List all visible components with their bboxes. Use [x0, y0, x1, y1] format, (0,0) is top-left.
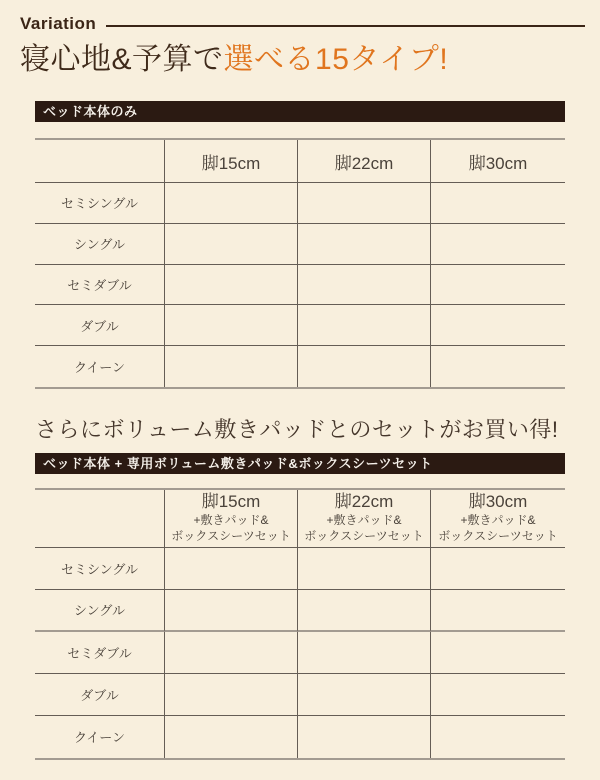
- row-label-semi-single: セミシングル: [35, 183, 165, 224]
- row-label-double: ダブル: [35, 305, 165, 346]
- price-cell: [298, 632, 431, 674]
- price-cell: [165, 305, 298, 346]
- price-cell: [298, 183, 431, 224]
- col-header-leg22-set: [298, 490, 431, 548]
- section2-heading: さらにボリューム敷きパッドとのセットがお買い得!: [35, 416, 559, 442]
- price-cell: [431, 716, 565, 758]
- section1-bar-label: ベッド本体のみ: [43, 104, 138, 119]
- price-cell: [165, 346, 298, 387]
- price-cell: [431, 590, 565, 632]
- page-title-dark: 寝心地&予算で: [20, 43, 224, 76]
- price-cell: [298, 674, 431, 716]
- price-cell: [298, 305, 431, 346]
- price-cell: [431, 265, 565, 306]
- price-cell: [298, 590, 431, 632]
- row-label-semi-double: セミダブル: [35, 265, 165, 306]
- col-header-leg30: 脚30cm: [431, 140, 565, 183]
- price-cell: [165, 265, 298, 306]
- table-bed-only: [35, 138, 565, 389]
- section1-bar: [35, 101, 565, 122]
- price-cell: [165, 224, 298, 265]
- price-cell: [298, 265, 431, 306]
- col-header-leg22: 脚22cm: [298, 140, 431, 183]
- eyebrow-label: Variation: [20, 14, 97, 33]
- row-label-single: シングル: [35, 224, 165, 265]
- row-label-queen: クイーン: [35, 346, 165, 387]
- price-cell: [165, 632, 298, 674]
- price-cell: [431, 548, 565, 590]
- price-cell: [298, 346, 431, 387]
- price-cell: [298, 224, 431, 265]
- col-header-leg15-set: [165, 490, 298, 548]
- col-header-sub1: +敷きパッド&: [460, 513, 536, 528]
- col-header-sub1: +敷きパッド&: [326, 513, 402, 528]
- col-header-sub2: ボックスシーツセット: [171, 529, 291, 544]
- eyebrow-rule: [106, 25, 585, 27]
- price-cell: [431, 632, 565, 674]
- corner-cell: [35, 490, 165, 548]
- row-label-single: シングル: [35, 590, 165, 632]
- price-cell: [431, 674, 565, 716]
- eyebrow-row: [0, 0, 600, 34]
- col-header-size: 脚22cm: [334, 492, 394, 512]
- col-header-leg15: 脚15cm: [165, 140, 298, 183]
- row-label-double: ダブル: [35, 674, 165, 716]
- col-header-sub2: ボックスシーツセット: [438, 529, 558, 544]
- row-label-queen: クイーン: [35, 716, 165, 758]
- price-cell: [165, 183, 298, 224]
- section2-bar: [35, 453, 565, 474]
- price-cell: [431, 183, 565, 224]
- content-sheet: [35, 101, 565, 760]
- price-cell: [165, 548, 298, 590]
- page-title: [20, 41, 600, 79]
- col-header-sub2: ボックスシーツセット: [304, 529, 424, 544]
- col-header-leg30-set: [431, 490, 565, 548]
- col-header-sub1: +敷きパッド&: [193, 513, 269, 528]
- price-cell: [431, 305, 565, 346]
- price-cell: [165, 716, 298, 758]
- col-header-size: 脚15cm: [201, 492, 261, 512]
- row-label-semi-double: セミダブル: [35, 632, 165, 674]
- price-cell: [431, 346, 565, 387]
- row-label-semi-single: セミシングル: [35, 548, 165, 590]
- price-cell: [165, 674, 298, 716]
- table-bed-with-pad-set: [35, 488, 565, 760]
- price-cell: [165, 590, 298, 632]
- section2-bar-label: ベッド本体 + 専用ボリューム敷きパッド&ボックスシーツセット: [43, 455, 433, 471]
- page-title-accent: 選べる15タイプ!: [223, 43, 449, 76]
- price-cell: [298, 716, 431, 758]
- price-cell: [431, 224, 565, 265]
- price-cell: [298, 548, 431, 590]
- col-header-size: 脚30cm: [468, 492, 528, 512]
- corner-cell: [35, 140, 165, 183]
